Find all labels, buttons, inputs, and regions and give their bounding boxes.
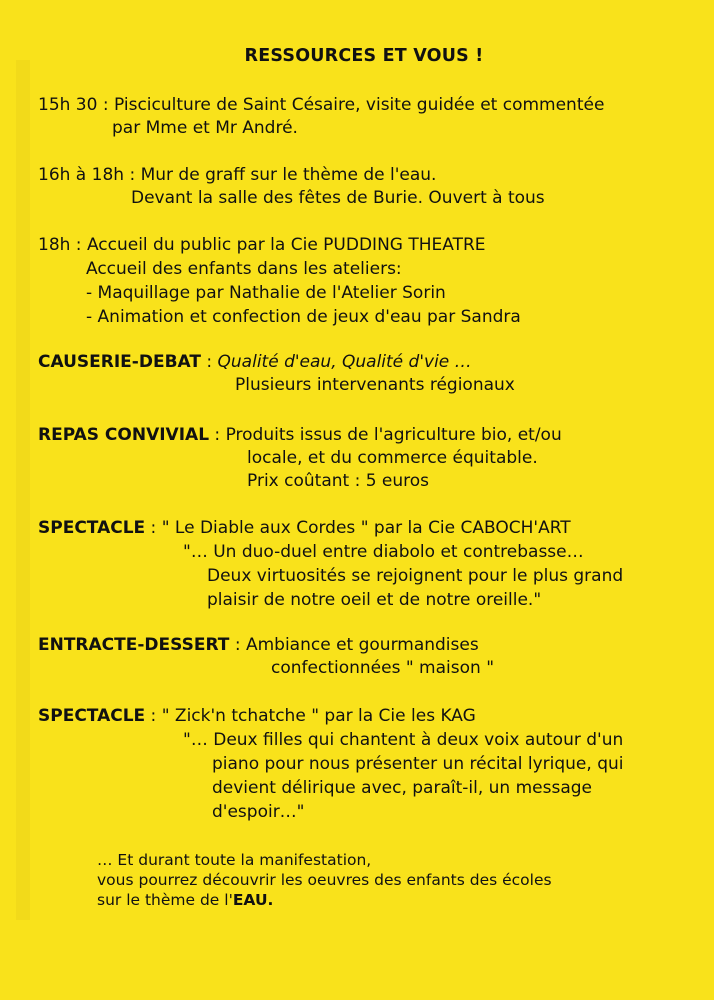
accueil-item-2: - Animation et confection de jeux d'eau par Sandra [86, 307, 521, 327]
accueil-time: 18h : [38, 235, 82, 255]
graff-line-2: Devant la salle des fêtes de Burie. Ouvert à tous [131, 188, 545, 208]
spectacle1-separator: : [145, 518, 162, 538]
spectacle1-line-1: " Le Diable aux Cordes " par la Cie CABOCH'ART [161, 518, 571, 538]
spectacle1-line-3: Deux virtuosités se rejoignent pour le plus grand [207, 566, 624, 586]
repas-line-3: Prix coûtant : 5 euros [247, 471, 430, 491]
causerie-label: CAUSERIE-DEBAT [38, 352, 201, 372]
spectacle1-label: SPECTACLE [38, 518, 146, 538]
accueil-line-2: Accueil des enfants dans les ateliers: [86, 259, 402, 279]
entracte-line-1: Ambiance et gourmandises [245, 635, 479, 655]
pisciculture-line-1: Pisciculture de Saint Césaire, visite guidée et commentée [113, 95, 605, 115]
accueil-line-1: Accueil du public par la Cie PUDDING THEATRE [86, 235, 486, 255]
spectacle1-entry [38, 517, 571, 540]
entracte-separator: : [229, 635, 246, 655]
closing-line-3-eau: EAU. [232, 891, 274, 909]
causerie-line-2: Plusieurs intervenants régionaux [235, 375, 515, 395]
spectacle2-line-1: " Zick'n tchatche " par la Cie les KAG [161, 706, 476, 726]
causerie-separator: : [200, 352, 218, 372]
entracte-line-2: confectionnées " maison " [271, 658, 495, 678]
spectacle2-label: SPECTACLE [38, 706, 146, 726]
repas-line-1: Produits issus de l'agriculture bio, et/ou [225, 425, 562, 445]
repas-entry [38, 424, 562, 447]
accueil-item-1: - Maquillage par Nathalie de l'Atelier Sorin [86, 283, 446, 303]
causerie-line-1: Qualité d'eau, Qualité d'vie … [217, 352, 472, 372]
closing-line-2: vous pourrez découvrir les oeuvres des enfants des écoles [97, 871, 552, 889]
entracte-label: ENTRACTE-DESSERT [38, 635, 230, 655]
spectacle2-entry [38, 705, 476, 728]
pisciculture-time: 15h 30 : [38, 95, 109, 115]
spectacle2-separator: : [145, 706, 162, 726]
spectacle1-line-4: plaisir de notre oeil et de notre oreille." [207, 590, 542, 610]
graff-line-1: Mur de graff sur le thème de l'eau. [140, 165, 437, 185]
causerie-entry [38, 351, 472, 374]
closing-line-3-prefix: sur le thème de l' [97, 891, 233, 909]
closing-line-1: … Et durant toute la manifestation, [97, 851, 372, 869]
spectacle2-line-4: devient délirique avec, paraît-il, un message [212, 778, 593, 798]
repas-line-2: locale, et du commerce équitable. [247, 448, 538, 468]
repas-label: REPAS CONVIVIAL [38, 425, 210, 445]
pisciculture-entry [38, 94, 604, 117]
spectacle2-line-2: "… Deux filles qui chantent à deux voix autour d'un [183, 730, 624, 750]
closing-line-3 [97, 890, 273, 911]
entracte-entry [38, 634, 479, 657]
spectacle2-line-3: piano pour nous présenter un récital lyrique, qui [212, 754, 624, 774]
accueil-entry [38, 234, 486, 257]
pisciculture-line-2: par Mme et Mr André. [112, 118, 298, 138]
graff-entry [38, 164, 436, 187]
graff-time: 16h à 18h : [38, 165, 136, 185]
page-title: RESSOURCES ET VOUS ! [244, 46, 484, 66]
spectacle1-line-2: "… Un duo-duel entre diabolo et contrebasse… [183, 542, 584, 562]
spectacle2-line-5: d'espoir…" [212, 802, 305, 822]
repas-separator: : [209, 425, 226, 445]
